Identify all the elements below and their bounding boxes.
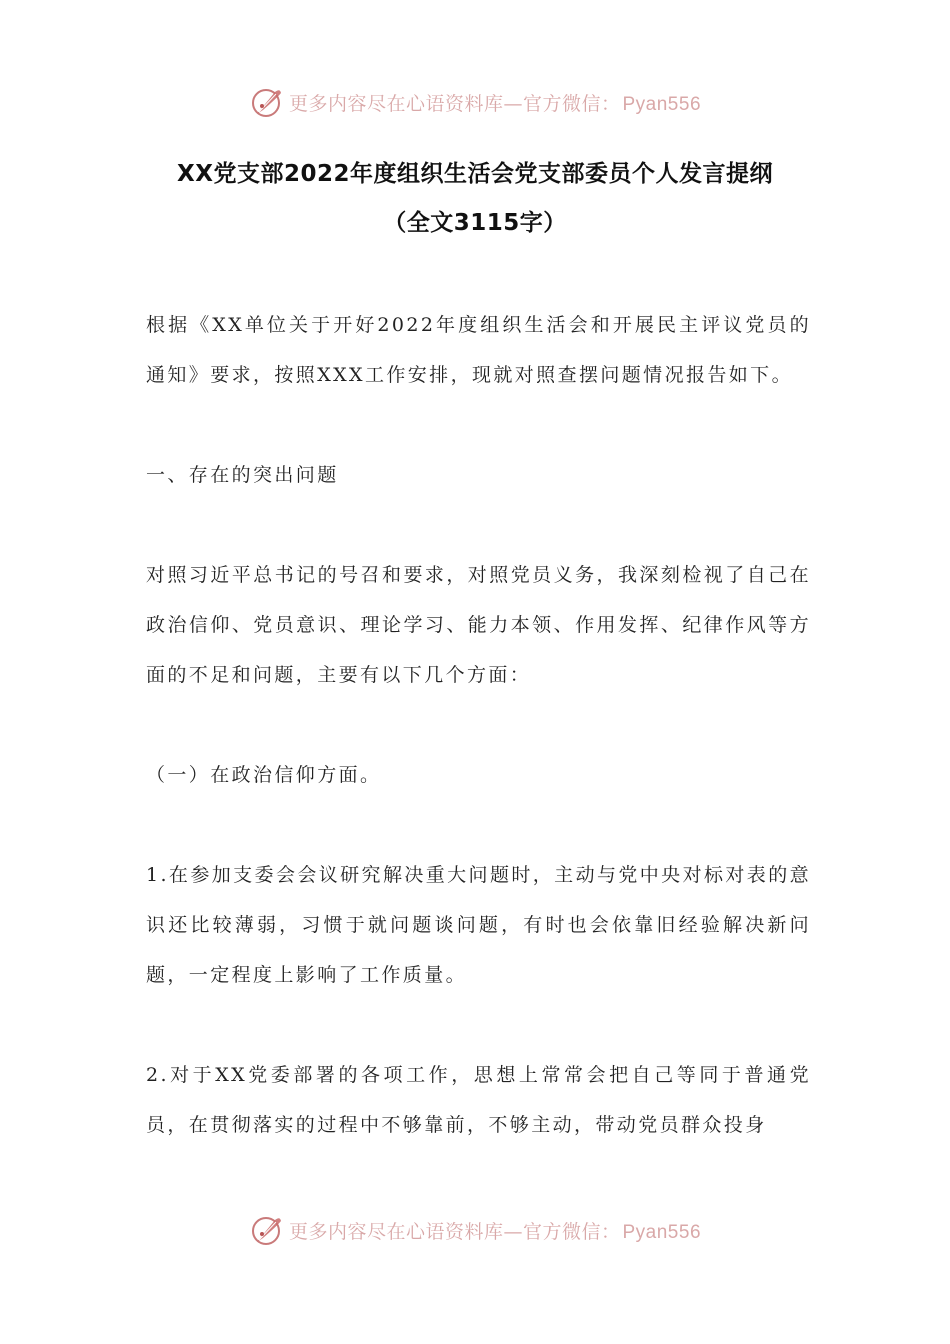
paragraph-overview: 对照习近平总书记的号召和要求，对照党员义务，我深刻检视了自己在政治信仰、党员意识、理论学习、能力本领、作用发挥、纪律作风等方面的不足和问题，主要有以下几个方面： bbox=[146, 564, 811, 686]
section-heading: 一、存在的突出问题 bbox=[146, 464, 339, 486]
watermark-text bbox=[289, 89, 701, 116]
list-item: 1.在参加支委会会议研究解决重大问题时，主动与党中央对标对表的意识还比较薄弱，习惯于就问题谈问题，有时也会依靠旧经验解决新问题，一定程度上影响了工作质量。 bbox=[146, 864, 811, 986]
document-subtitle: （全文3115字） bbox=[383, 210, 567, 236]
list-item: 2.对于XX党委部署的各项工作，思想上常常会把自己等同于普通党员，在贯彻落实的过程中不够靠前，不够主动，带动党员群众投身 bbox=[146, 1064, 811, 1136]
watermark-label: 更多内容尽在心语资料库—官方微信： bbox=[288, 92, 621, 115]
document-title: XX党支部2022年度组织生活会党支部委员个人发言提纲 bbox=[177, 161, 773, 187]
quill-logo-icon bbox=[249, 1212, 285, 1248]
watermark-wechat-id: Pyan556 bbox=[622, 93, 702, 115]
header-watermark bbox=[0, 82, 950, 122]
document-body bbox=[146, 300, 811, 1150]
footer-watermark bbox=[0, 1210, 950, 1250]
watermark-text bbox=[289, 1217, 701, 1244]
subsection-heading: （一）在政治信仰方面。 bbox=[146, 764, 382, 786]
watermark-label: 更多内容尽在心语资料库—官方微信： bbox=[288, 1220, 621, 1243]
quill-logo-icon bbox=[249, 84, 285, 120]
watermark-wechat-id: Pyan556 bbox=[622, 1221, 702, 1243]
paragraph-intro: 根据《XX单位关于开好2022年度组织生活会和开展民主评议党员的通知》要求，按照XXX工作安排，现就对照查摆问题情况报告如下。 bbox=[146, 314, 811, 386]
